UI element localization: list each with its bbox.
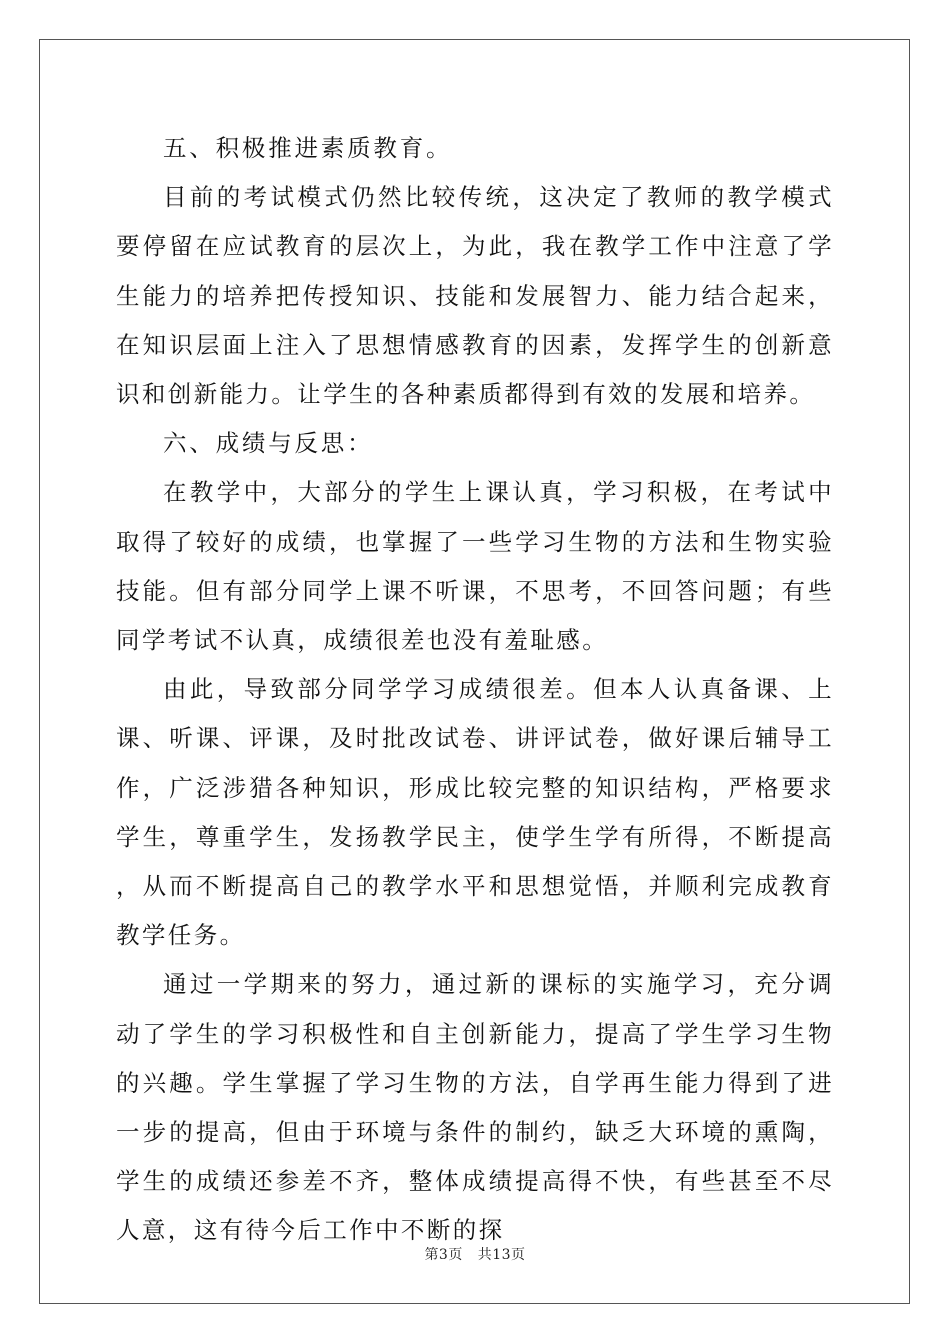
page-number: 第3页 xyxy=(424,1247,463,1263)
paragraph-semester-summary: 通过一学期来的努力，通过新的课标的实施学习，充分调动了学生的学习积极性和自主创新能力，提高了学生学习生物的兴趣。学生掌握了学习生物的方法，自学再生能力得到了进一步的提高，但由于环境与条件的制约，缺乏大环境的熏陶，学生的成绩还参差不齐，整体成绩提高得不快，有些甚至不尽人意，这有待今后工作中不断的探 xyxy=(116,970,834,1245)
paragraph-teaching-results: 在教学中，大部分的学生上课认真，学习积极，在考试中取得了较好的成绩，也掌握了一些学习生物的方法和生物实验技能。但有部分同学上课不听课，不思考，不回答问题；有些同学考试不认真，成绩很差也没有羞耻感。 xyxy=(116,478,834,655)
section-heading-six: 六、成绩与反思： xyxy=(163,429,374,458)
section-heading-five: 五、积极推进素质教育。 xyxy=(163,134,453,162)
document-body xyxy=(116,124,834,1256)
paragraph-teacher-efforts: 由此，导致部分同学学习成绩很差。但本人认真备课、上课、听课、评课，及时批改试卷、讲评试卷，做好课后辅导工作，广泛涉猎各种知识，形成比较完整的知识结构，严格要求学生，尊重学生，发扬教学民主，使学生学有所得，不断提高，从而不断提高自己的教学水平和思想觉悟，并顺利完成教育教学任务。 xyxy=(116,675,834,950)
page-footer xyxy=(0,1244,950,1264)
footer-separator xyxy=(463,1247,478,1263)
paragraph-exam-mode: 目前的考试模式仍然比较传统，这决定了教师的教学模式要停留在应试教育的层次上，为此，我在教学工作中注意了学生能力的培养把传授知识、技能和发展智力、能力结合起来，在知识层面上注入了思想情感教育的因素，发挥学生的创新意识和创新能力。让学生的各种素质都得到有效的发展和培养。 xyxy=(116,183,834,409)
page-total: 共13页 xyxy=(477,1247,526,1263)
